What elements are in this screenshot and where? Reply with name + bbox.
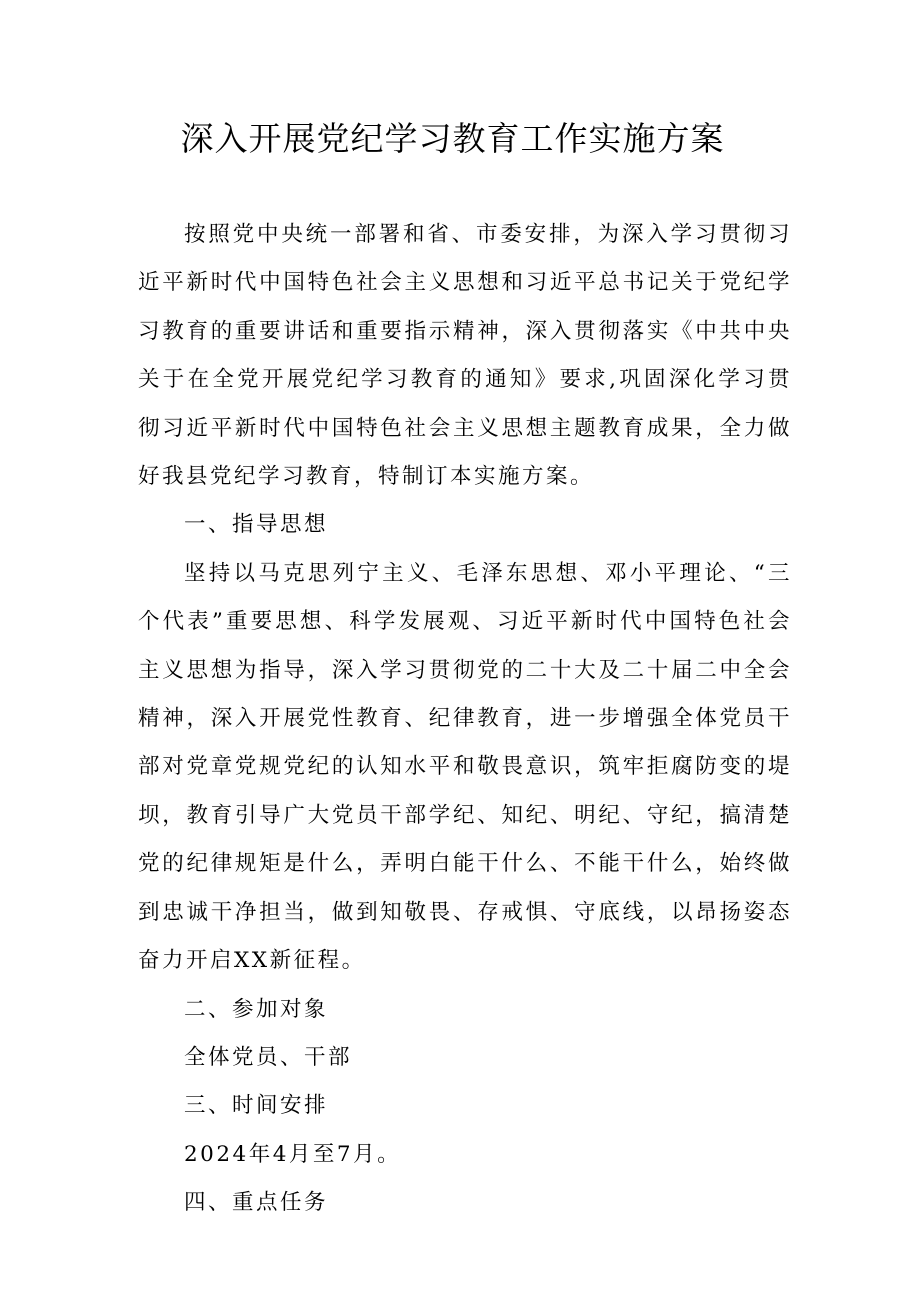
section-heading-key-tasks: 四、重点任务	[184, 1190, 329, 1216]
section-text-participants: 全体党员、干部	[184, 1044, 353, 1070]
section-text-guiding-ideology: 坚持以马克思列宁主义、毛泽东思想、邓小平理论、“三个代表”重要思想、科学发展观、习近平新时代中国特色社会主义思想为指导，深入学习贯彻党的二十大及二十届二中全会精神，深入开展党性教育、纪律教育，进一步增强全体党员干部对党章党规党纪的认知水平和敬畏意识，筑牢拒腐防变的堤坝，教育引导广大党员干部学纪、知纪、明纪、守纪，搞清楚党的纪律规矩是什么，弄明白能干什么、不能干什么，始终做到忠诚干净担当，做到知敬畏、存戒惧、守底线，以昂扬姿态奋力开启XX新征程。	[138, 560, 792, 974]
document-body	[138, 211, 792, 1228]
document-title: 深入开展党纪学习教育工作实施方案	[180, 119, 725, 158]
intro-paragraph: 按照党中央统一部署和省、市委安排，为深入学习贯彻习近平新时代中国特色社会主义思想和习近平总书记关于党纪学习教育的重要讲话和重要指示精神，深入贯彻落实《中共中央关于在全党开展党纪学习教育的通知》要求,巩固深化学习贯彻习近平新时代中国特色社会主义思想主题教育成果，全力做好我县党纪学习教育，特制订本实施方案。	[138, 222, 792, 490]
section-heading-participants: 二、参加对象	[184, 996, 329, 1022]
section-text-schedule: 2024年4月至7月。	[184, 1141, 402, 1167]
section-heading-schedule: 三、时间安排	[184, 1093, 329, 1119]
section-heading-guiding-ideology: 一、指导思想	[184, 512, 329, 538]
